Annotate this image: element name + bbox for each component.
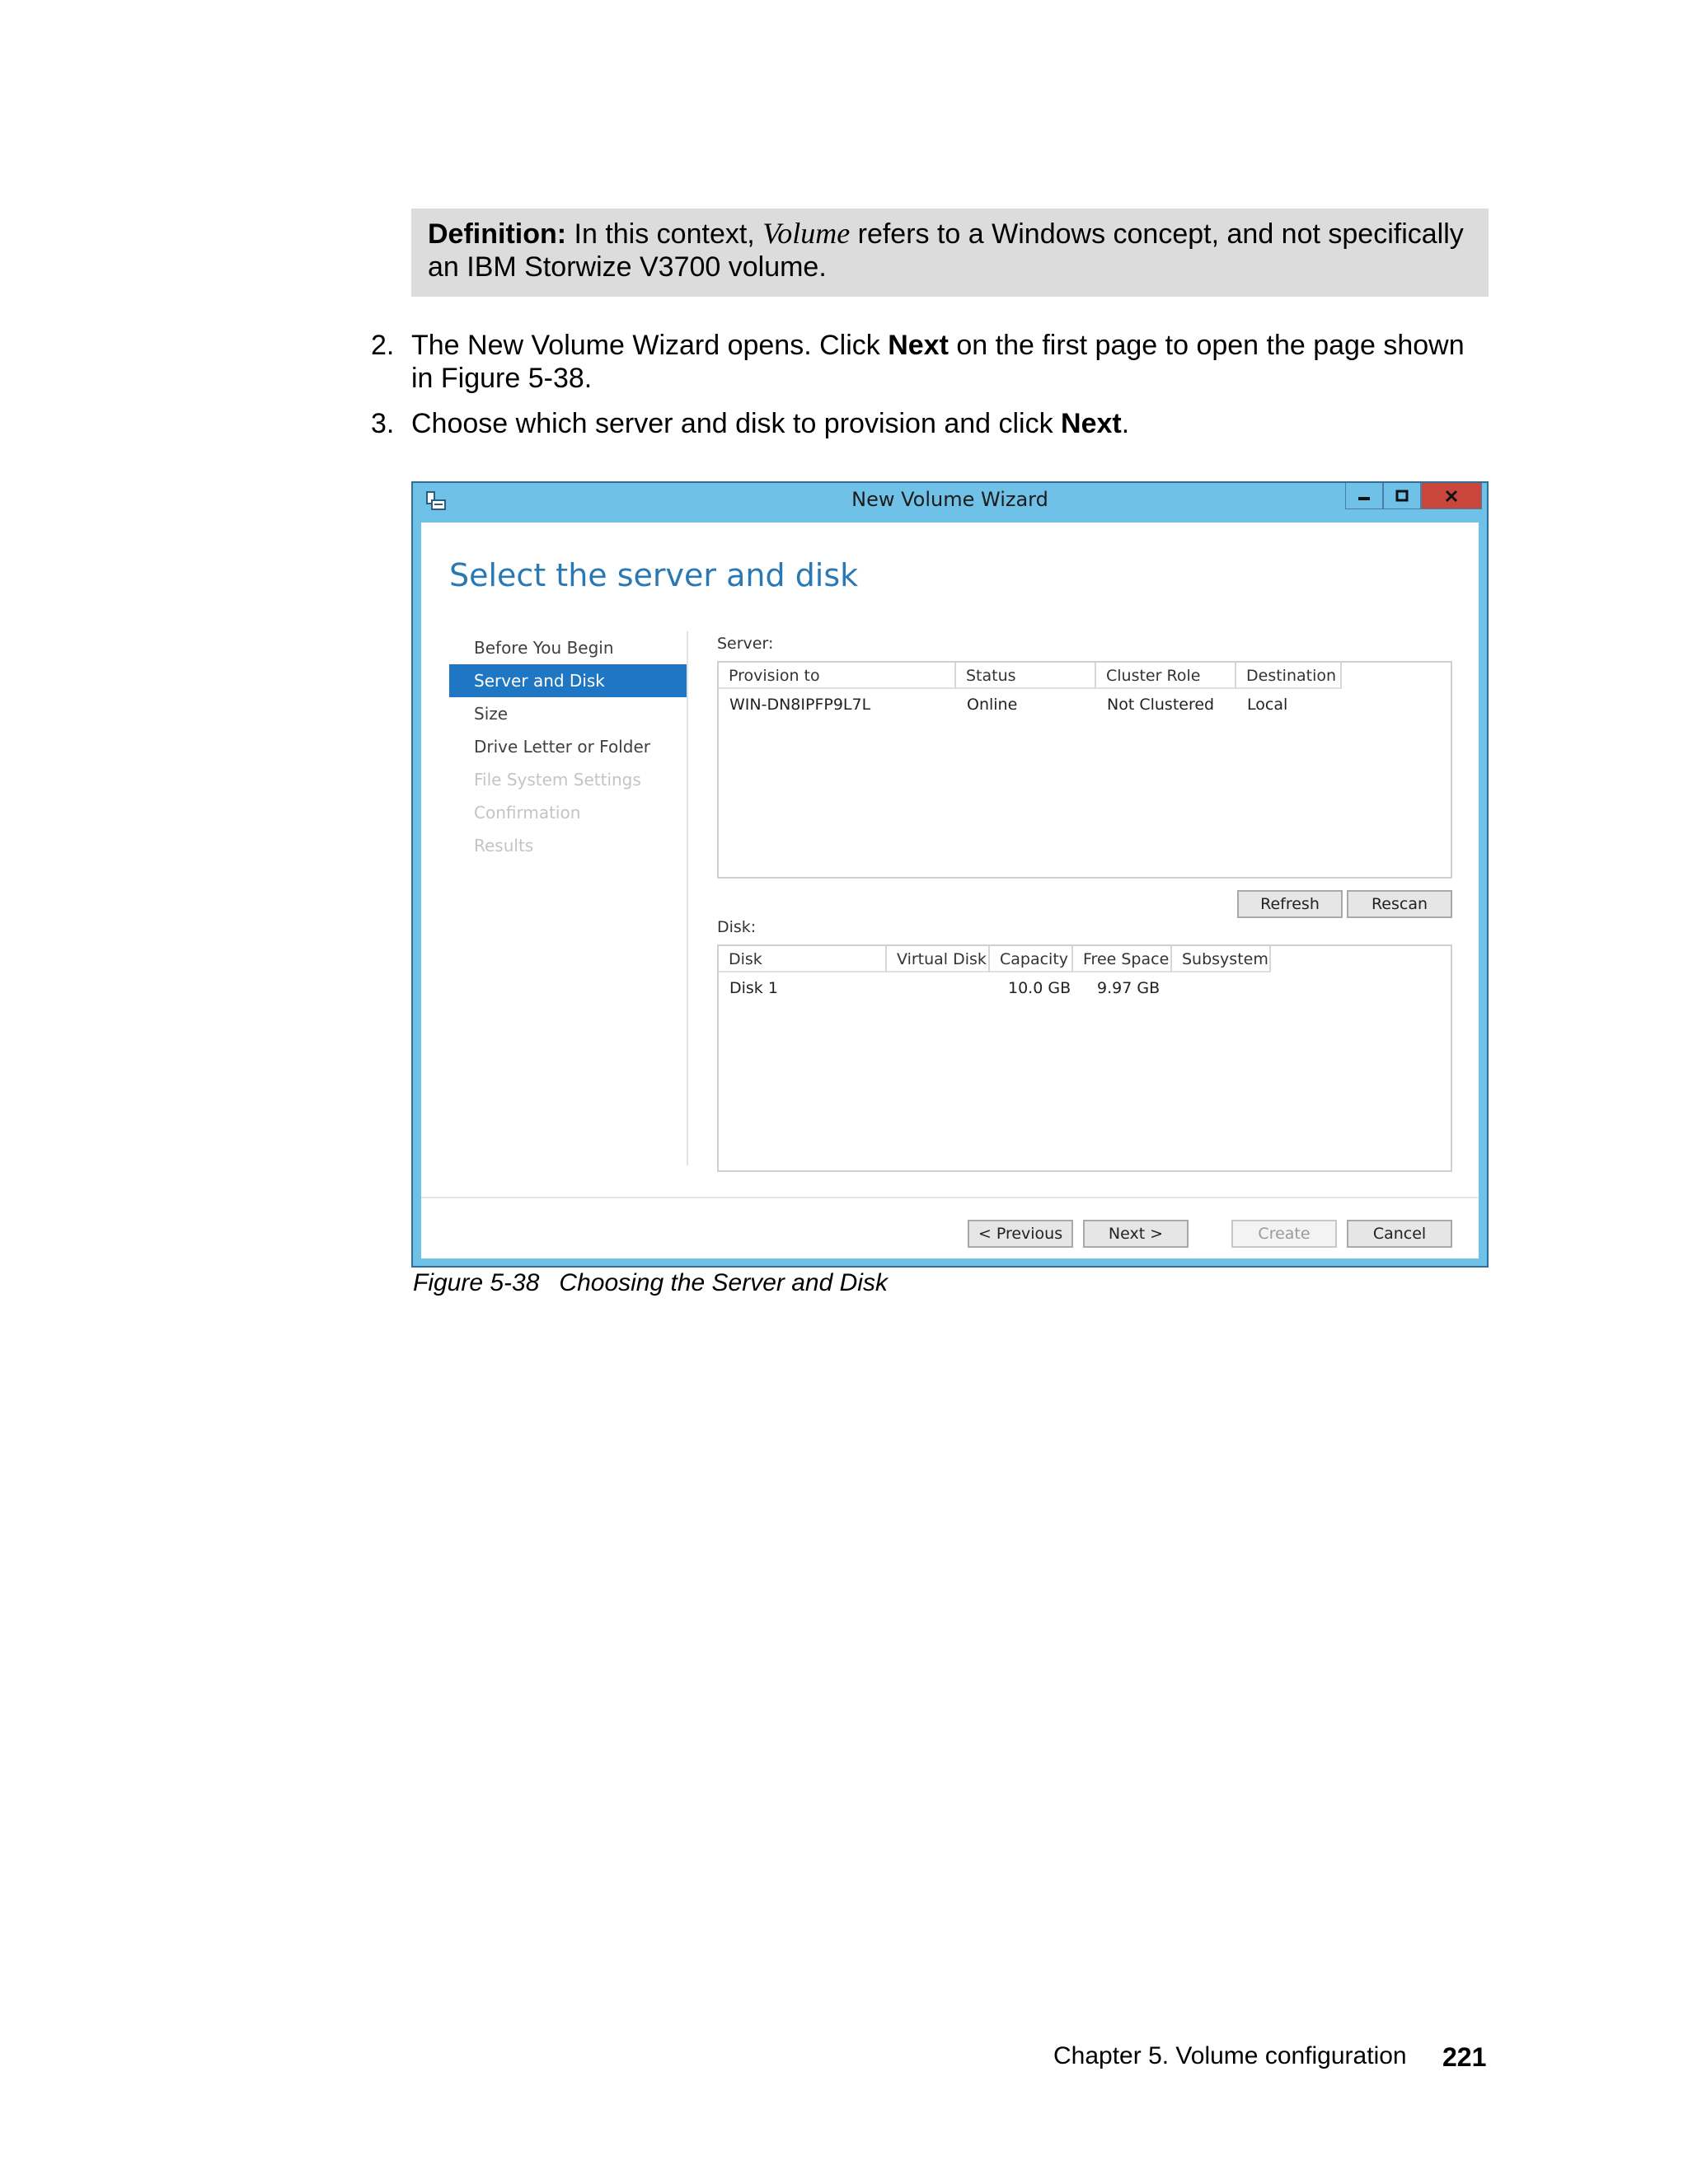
cell-virtual-disk: [887, 976, 898, 1001]
column-header-free-space[interactable]: Free Space: [1073, 946, 1172, 972]
column-header-status[interactable]: Status: [956, 663, 1096, 689]
column-header-cluster-role[interactable]: Cluster Role: [1096, 663, 1236, 689]
server-label: Server:: [717, 635, 774, 653]
step-text-after: .: [1121, 408, 1130, 439]
new-volume-wizard-window: [411, 481, 1489, 1268]
next-button[interactable]: Next >: [1083, 1220, 1189, 1248]
maximize-button[interactable]: [1383, 483, 1421, 509]
minimize-button[interactable]: [1345, 483, 1383, 509]
disk-grid-header: [719, 946, 1451, 976]
wizard-client-area: [421, 523, 1479, 1258]
step-text-after: on the first page to open the page shown in Figure 5-38.: [411, 330, 1465, 394]
server-grid[interactable]: [717, 661, 1452, 879]
cell-free-space: 9.97 GB: [1097, 979, 1160, 997]
nav-item-drive-letter-or-folder[interactable]: Drive Letter or Folder: [474, 737, 650, 757]
definition-text-before: In this context,: [566, 218, 763, 250]
step-text-bold: Next: [1061, 408, 1122, 439]
column-header-disk[interactable]: Disk: [719, 946, 887, 972]
cell-subsystem: [1172, 976, 1183, 1001]
figure-title: Choosing the Server and Disk: [559, 1269, 888, 1296]
footer-divider: [421, 1197, 1479, 1198]
column-header-destination[interactable]: Destination: [1236, 663, 1342, 689]
previous-button[interactable]: < Previous: [968, 1220, 1073, 1248]
wizard-nav: [449, 631, 687, 862]
step-number: 2.: [371, 330, 395, 361]
window-controls: [1345, 483, 1482, 511]
column-header-provision-to[interactable]: Provision to: [719, 663, 956, 689]
nav-item-server-and-disk[interactable]: Server and Disk: [449, 664, 687, 697]
cell-provision-to: WIN-DN8IPFP9L7L: [729, 696, 871, 714]
create-button: Create: [1231, 1220, 1337, 1248]
refresh-button[interactable]: Refresh: [1237, 890, 1343, 918]
column-header-subsystem[interactable]: Subsystem: [1172, 946, 1271, 972]
close-icon: [1444, 489, 1459, 504]
cell-capacity: 10.0 GB: [1008, 979, 1071, 997]
title-bar[interactable]: [413, 483, 1487, 523]
step-text: [411, 329, 1483, 395]
nav-divider: [687, 631, 688, 1165]
cancel-button[interactable]: Cancel: [1347, 1220, 1452, 1248]
step-text-before: The New Volume Wizard opens. Click: [411, 330, 889, 361]
nav-item-results: Results: [474, 836, 534, 855]
figure-number: Figure 5-38: [413, 1269, 540, 1296]
cell-destination: Local: [1247, 696, 1288, 714]
rescan-button[interactable]: Rescan: [1347, 890, 1452, 918]
step-number: 3.: [371, 408, 395, 439]
cell-disk: Disk 1: [729, 979, 778, 997]
step-text: [411, 407, 1483, 440]
wizard-heading: Select the server and disk: [449, 557, 859, 593]
nav-item-size[interactable]: Size: [474, 704, 509, 724]
server-grid-header: [719, 663, 1451, 692]
step-text-before: Choose which server and disk to provision and click: [411, 408, 1062, 439]
close-button[interactable]: [1421, 483, 1482, 509]
window-title: New Volume Wizard: [851, 488, 1048, 511]
nav-item-before-you-begin[interactable]: Before You Begin: [474, 638, 614, 658]
column-header-capacity[interactable]: Capacity: [990, 946, 1073, 972]
definition-label: Definition:: [428, 218, 567, 250]
disk-grid[interactable]: [717, 944, 1452, 1172]
definition-note: [411, 209, 1489, 297]
page-number: 221: [1442, 2042, 1487, 2072]
definition-term: Volume: [762, 217, 851, 250]
chapter-footer: Chapter 5. Volume configuration: [1053, 2042, 1407, 2069]
cell-status: Online: [967, 696, 1018, 714]
figure-caption: [413, 1269, 888, 1297]
cell-cluster-role: Not Clustered: [1107, 696, 1215, 714]
nav-item-file-system-settings: File System Settings: [474, 770, 641, 790]
maximize-icon: [1395, 489, 1409, 504]
nav-item-confirmation: Confirmation: [474, 803, 581, 823]
step-text-bold: Next: [888, 330, 949, 361]
definition-text-after: refers to a Windows concept, and not specifically an IBM Storwize V3700 volume.: [428, 218, 1464, 283]
column-header-virtual-disk[interactable]: Virtual Disk: [887, 946, 990, 972]
minimize-icon: [1357, 489, 1372, 504]
disk-label: Disk:: [717, 918, 757, 936]
